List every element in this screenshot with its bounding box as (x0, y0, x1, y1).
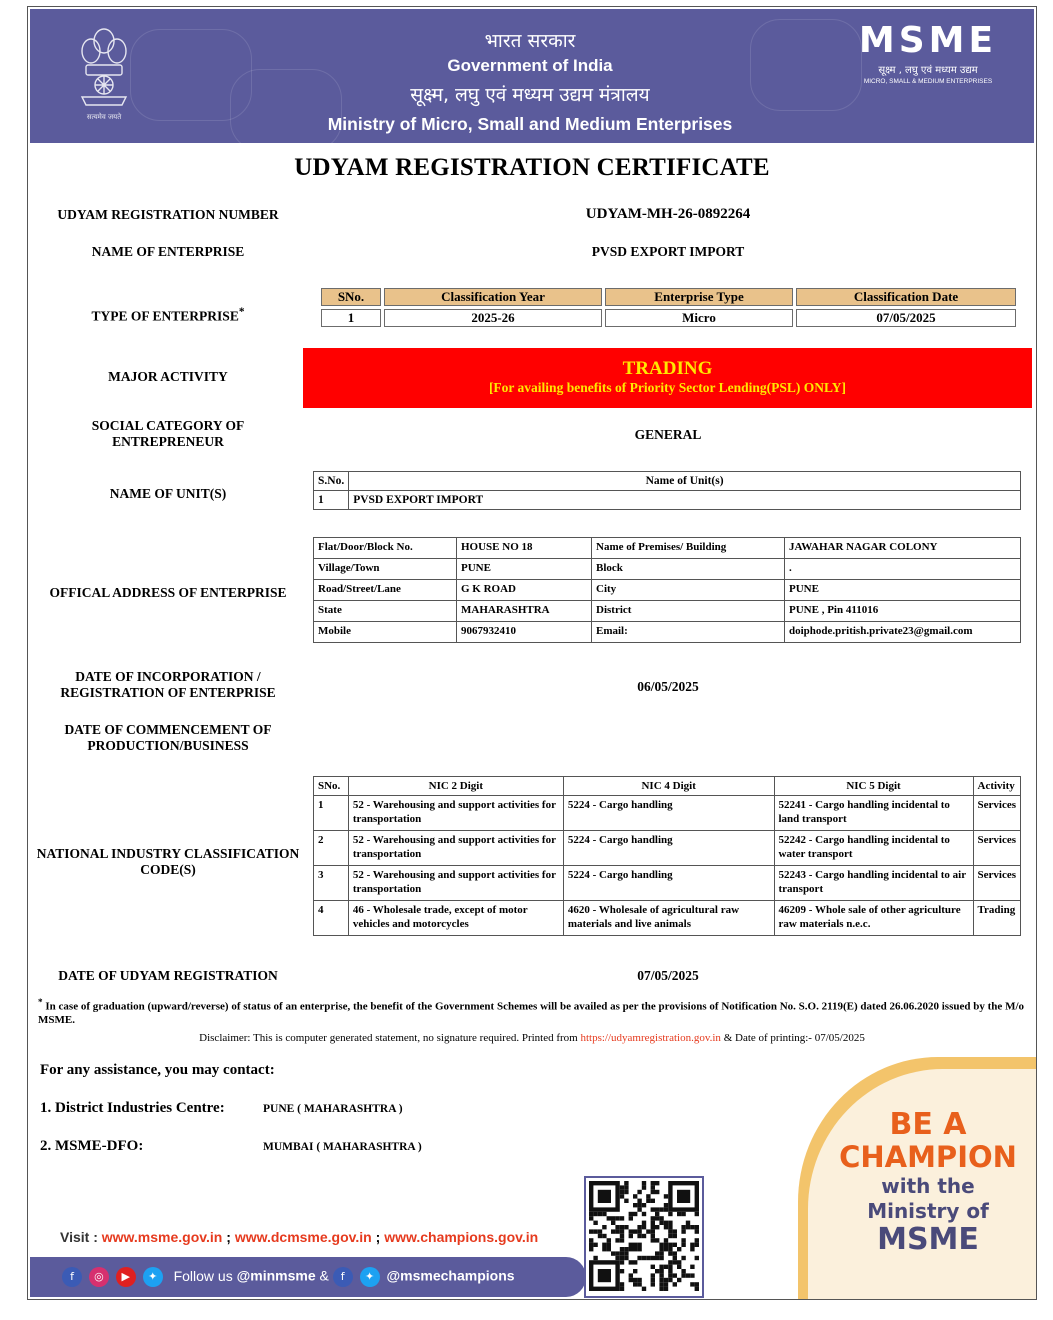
hindi-gov-title: भारत सरकार (484, 30, 576, 52)
gov-title: Government of India (447, 56, 613, 75)
address-row (314, 559, 1021, 580)
follow-text: Follow us (173, 1267, 233, 1284)
facebook-icon[interactable]: f (62, 1267, 82, 1287)
classification-cell: Micro (605, 309, 793, 327)
national-emblem-icon (76, 23, 132, 123)
nic-cell: Services (973, 796, 1020, 831)
address-field-value: PUNE , Pin 411016 (785, 601, 1021, 622)
nic-header-cell: Activity (973, 777, 1020, 796)
visit-link[interactable]: www.dcmsme.gov.in (234, 1229, 372, 1245)
major-activity-value: TRADING (622, 358, 713, 379)
instagram-icon[interactable]: ◎ (89, 1267, 109, 1287)
youtube-icon[interactable]: ▶ (116, 1267, 136, 1287)
social-footer (30, 1257, 586, 1297)
disclaimer-link[interactable]: https://udyamregistration.gov.in (580, 1032, 721, 1044)
nic-cell: 4 (314, 901, 349, 936)
incorporation-date: 06/05/2025 (637, 679, 699, 694)
registration-number-label: UDYAM REGISTRATION NUMBER (57, 207, 279, 222)
twitter-icon[interactable]: ✦ (360, 1267, 380, 1287)
classification-header-cell: SNo. (321, 288, 381, 306)
enterprise-type-label (36, 304, 300, 325)
social-category: GENERAL (634, 427, 702, 442)
address-row (314, 580, 1021, 601)
units-cell: PVSD EXPORT IMPORT (349, 491, 1021, 510)
classification-header-cell: Classification Year (384, 288, 602, 306)
handle-minmsme[interactable]: @minmsme (236, 1267, 316, 1284)
certificate-page (27, 6, 1037, 1300)
units-label: NAME OF UNIT(S) (109, 486, 227, 501)
visit-separator: ; (226, 1229, 231, 1245)
msme-logo-hindi: सूक्ष्म , लघु एवं मध्यम उद्यम (878, 65, 978, 76)
msme-logo-text: MSME (858, 20, 998, 61)
enterprise-name: PVSD EXPORT IMPORT (591, 244, 745, 259)
disclaimer-suffix: & Date of printing:- 07/05/2025 (723, 1032, 865, 1044)
address-field-value: PUNE (785, 580, 1021, 601)
address-field-label: Name of Premises/ Building (592, 538, 785, 559)
champion-line-3: with the (881, 1174, 975, 1198)
nic-header-cell: NIC 4 Digit (563, 777, 774, 796)
units-cell: 1 (314, 491, 349, 510)
address-field-value: PUNE (457, 559, 592, 580)
address-label: OFFICAL ADDRESS OF ENTERPRISE (49, 585, 287, 600)
nic-row (314, 866, 1021, 901)
visit-line (60, 1229, 538, 1245)
visit-separator: ; (375, 1229, 381, 1245)
enterprise-type-label-text: TYPE OF ENTERPRISE (91, 308, 239, 324)
footnote-text: In case of graduation (upward/reverse) of status of an enterprise, the benefit of the Government Schemes will be availed as per the provisions of Notification No. S.O. 2119(E) dated 26.06.2020 issued by the M/o MSME. (38, 1000, 1025, 1026)
address-field-value: . (785, 559, 1021, 580)
emblem-motto: सत्यमेव जयते (86, 113, 122, 121)
dfo-value: MUMBAI ( MAHARASHTRA ) (263, 1141, 422, 1153)
address-field-label: District (592, 601, 785, 622)
nic-header-cell: NIC 5 Digit (774, 777, 973, 796)
nic-cell: 52 - Warehousing and support activities for transportation (348, 866, 563, 901)
address-field-value: HOUSE NO 18 (457, 538, 592, 559)
nic-cell: 52241 - Cargo handling incidental to land transport (774, 796, 973, 831)
nic-cell: Services (973, 831, 1020, 866)
msme-logo-english: MICRO, SMALL & MEDIUM ENTERPRISES (863, 78, 993, 85)
nic-label: NATIONAL INDUSTRY CLASSIFICATION CODE(S) (36, 846, 300, 877)
dic-label: 1. District Industries Centre: (40, 1100, 225, 1116)
address-field-value: MAHARASHTRA (457, 601, 592, 622)
asterisk-mark: * (238, 306, 245, 318)
classification-row (321, 309, 1016, 327)
address-row (314, 622, 1021, 643)
nic-cell: 3 (314, 866, 349, 901)
nic-cell: 52242 - Cargo handling incidental to water transport (774, 831, 973, 866)
visit-link[interactable]: www.champions.gov.in (384, 1229, 539, 1245)
nic-row (314, 796, 1021, 831)
champion-line-1: BE A (889, 1107, 967, 1142)
msme-logo (852, 20, 1004, 85)
address-field-label: Mobile (314, 622, 457, 643)
nic-cell: 5224 - Cargo handling (563, 866, 774, 901)
nic-header-cell: SNo. (314, 777, 349, 796)
nic-table (313, 776, 1021, 936)
nic-row (314, 901, 1021, 936)
address-field-label: Road/Street/Lane (314, 580, 457, 601)
units-header-row (314, 472, 1021, 491)
champion-text (828, 1109, 1028, 1257)
visit-link[interactable]: www.msme.gov.in (101, 1229, 223, 1245)
major-activity-banner (303, 348, 1032, 408)
social-category-label: SOCIAL CATEGORY OF ENTREPRENEUR (91, 418, 245, 449)
registration-number: UDYAM-MH-26-0892264 (585, 206, 751, 222)
footnote (38, 996, 1024, 1027)
address-row (314, 601, 1021, 622)
address-field-label: Flat/Door/Block No. (314, 538, 457, 559)
address-field-value: JAWAHAR NAGAR COLONY (785, 538, 1021, 559)
disclaimer (28, 1032, 1036, 1044)
units-header-cell: Name of Unit(s) (349, 472, 1021, 491)
udyam-date-label: DATE OF UDYAM REGISTRATION (58, 968, 278, 983)
assistance-heading: For any assistance, you may contact: (40, 1062, 275, 1078)
classification-header-cell: Classification Date (796, 288, 1016, 306)
dfo-label: 2. MSME-DFO: (40, 1138, 144, 1154)
ampersand: & (319, 1267, 329, 1284)
address-field-label: City (592, 580, 785, 601)
handle-msmechampions[interactable]: @msmechampions (386, 1267, 515, 1284)
champion-line-2: CHAMPION (839, 1140, 1017, 1174)
nic-cell: 1 (314, 796, 349, 831)
udyam-date: 07/05/2025 (637, 968, 699, 983)
address-table (313, 537, 1021, 643)
units-table (313, 471, 1021, 510)
nic-header-cell: NIC 2 Digit (348, 777, 563, 796)
nic-cell: 2 (314, 831, 349, 866)
nic-cell: 46209 - Whole sale of other agriculture raw materials n.e.c. (774, 901, 973, 936)
qr-code[interactable] (584, 1176, 704, 1298)
facebook-icon[interactable]: f (333, 1267, 353, 1287)
classification-header-row (321, 288, 1016, 306)
commencement-label: DATE OF COMMENCEMENT OF PRODUCTION/BUSINESS (64, 722, 272, 753)
address-field-value: G K ROAD (457, 580, 592, 601)
nic-row (314, 831, 1021, 866)
address-field-label: State (314, 601, 457, 622)
ministry-title: Ministry of Micro, Small and Medium Enterprises (327, 114, 733, 134)
address-field-label: Village/Town (314, 559, 457, 580)
major-activity-note: [For availing benefits of Priority Sector Lending(PSL) ONLY] (488, 380, 847, 395)
classification-cell: 1 (321, 309, 381, 327)
classification-table (318, 285, 1019, 330)
visit-label: Visit : (60, 1229, 98, 1245)
address-field-value: 9067932410 (457, 622, 592, 643)
disclaimer-prefix: Disclaimer: This is computer generated statement, no signature required. Printed from (199, 1032, 578, 1044)
units-row (314, 491, 1021, 510)
nic-cell: Services (973, 866, 1020, 901)
address-field-label: Block (592, 559, 785, 580)
twitter-icon[interactable]: ✦ (143, 1267, 163, 1287)
enterprise-name-label: NAME OF ENTERPRISE (91, 244, 245, 259)
major-activity-label: MAJOR ACTIVITY (108, 369, 228, 384)
header-banner (30, 9, 1034, 143)
nic-cell: 46 - Wholesale trade, except of motor vehicles and motorcycles (348, 901, 563, 936)
nic-cell: 52 - Warehousing and support activities for transportation (348, 796, 563, 831)
incorporation-label: DATE OF INCORPORATION / REGISTRATION OF ENTERPRISE (60, 669, 276, 700)
address-field-value: doiphode.pritish.private23@gmail.com (785, 622, 1021, 643)
units-header-cell: S.No. (314, 472, 349, 491)
nic-cell: Trading (973, 901, 1020, 936)
nic-cell: 52 - Warehousing and support activities for transportation (348, 831, 563, 866)
nic-cell: 5224 - Cargo handling (563, 796, 774, 831)
address-field-label: Email: (592, 622, 785, 643)
certificate-title: UDYAM REGISTRATION CERTIFICATE (294, 154, 770, 181)
champion-line-5: MSME (877, 1222, 979, 1257)
classification-header-cell: Enterprise Type (605, 288, 793, 306)
nic-header-row (314, 777, 1021, 796)
classification-cell: 2025-26 (384, 309, 602, 327)
champion-line-4: Ministry of (867, 1199, 989, 1223)
hindi-ministry-title: सूक्ष्म, लघु एवं मध्यम उद्यम मंत्रालय (410, 84, 650, 106)
address-row (314, 538, 1021, 559)
footnote-mark: * (38, 997, 43, 1007)
classification-cell: 07/05/2025 (796, 309, 1016, 327)
dic-value: PUNE ( MAHARASHTRA ) (263, 1103, 403, 1115)
nic-cell: 5224 - Cargo handling (563, 831, 774, 866)
nic-cell: 4620 - Wholesale of agricultural raw materials and live animals (563, 901, 774, 936)
nic-cell: 52243 - Cargo handling incidental to air transport (774, 866, 973, 901)
